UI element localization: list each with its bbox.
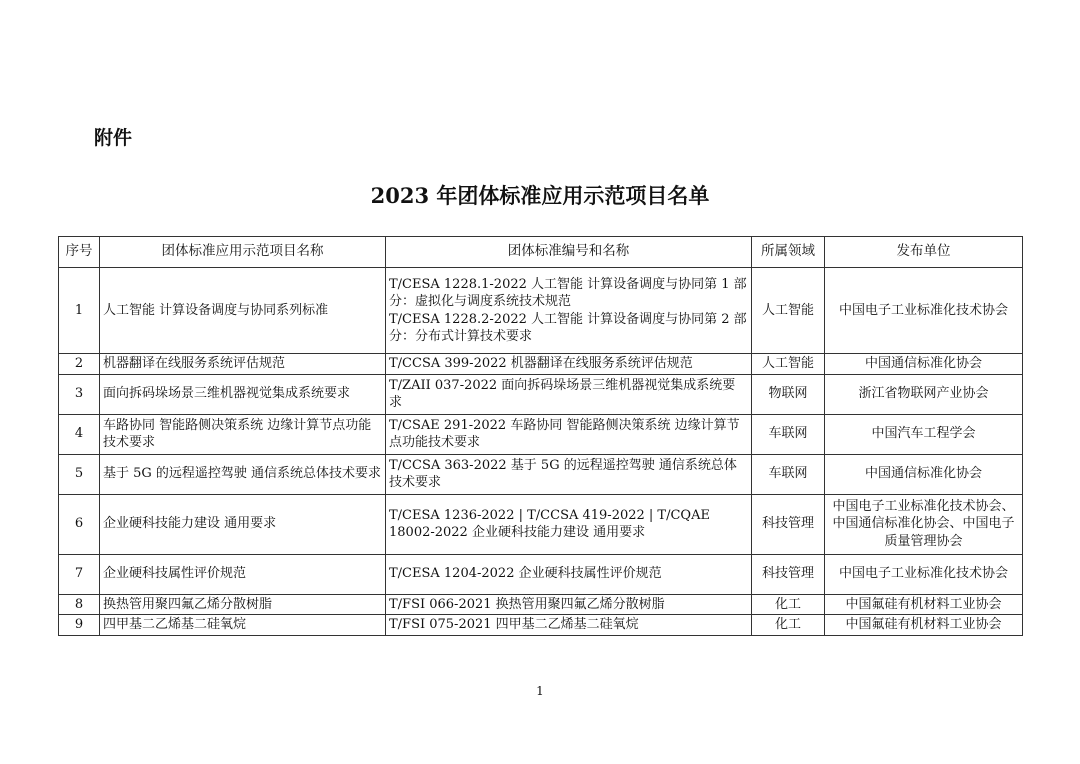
table-row xyxy=(59,354,1023,375)
project-table xyxy=(58,236,1023,636)
row-publisher: 中国电子工业标准化技术协会、中国通信标准化协会、中国电子质量管理协会 xyxy=(825,494,1023,554)
standard-entry: T/CESA 1236-2022 | T/CCSA 419-2022 | T/CQAE 18002-2022 企业硬科技能力建设 通用要求 xyxy=(389,507,710,540)
table-row xyxy=(59,374,1023,414)
row-project: 换热管用聚四氟乙烯分散树脂 xyxy=(100,594,386,615)
row-no: 8 xyxy=(59,594,100,615)
header-publisher: 发布单位 xyxy=(825,237,1023,268)
table-header-row xyxy=(59,237,1023,268)
row-publisher: 中国汽车工程学会 xyxy=(825,414,1023,454)
row-field: 人工智能 xyxy=(752,354,825,375)
table-row xyxy=(59,494,1023,554)
row-publisher: 中国电子工业标准化技术协会 xyxy=(825,554,1023,594)
row-standards xyxy=(386,594,752,615)
row-field: 化工 xyxy=(752,594,825,615)
row-project: 基于 5G 的远程遥控驾驶 通信系统总体技术要求 xyxy=(100,454,386,494)
table-row xyxy=(59,268,1023,354)
standard-entry: T/CESA 1228.2-2022 人工智能 计算设备调度与协同第 2 部分：分布式计算技术要求 xyxy=(389,311,747,344)
standard-entry: T/CCSA 363-2022 基于 5G 的远程遥控驾驶 通信系统总体技术要求 xyxy=(389,457,737,490)
table-row xyxy=(59,615,1023,636)
row-project: 企业硬科技属性评价规范 xyxy=(100,554,386,594)
table-row xyxy=(59,554,1023,594)
row-field: 车联网 xyxy=(752,454,825,494)
row-field: 科技管理 xyxy=(752,494,825,554)
standard-entry: T/CESA 1204-2022 企业硬科技属性评价规范 xyxy=(389,566,662,582)
row-project: 机器翻译在线服务系统评估规范 xyxy=(100,354,386,375)
row-no: 2 xyxy=(59,354,100,375)
row-standards xyxy=(386,454,752,494)
document-title: 2023 年团体标准应用示范项目名单 xyxy=(370,183,710,208)
row-project: 企业硬科技能力建设 通用要求 xyxy=(100,494,386,554)
row-standards xyxy=(386,554,752,594)
row-standards xyxy=(386,494,752,554)
row-project: 车路协同 智能路侧决策系统 边缘计算节点功能技术要求 xyxy=(100,414,386,454)
row-field: 物联网 xyxy=(752,374,825,414)
row-publisher: 中国通信标准化协会 xyxy=(825,354,1023,375)
row-field: 化工 xyxy=(752,615,825,636)
row-publisher: 中国通信标准化协会 xyxy=(825,454,1023,494)
header-field: 所属领域 xyxy=(752,237,825,268)
row-publisher: 中国氟硅有机材料工业协会 xyxy=(825,594,1023,615)
row-project: 面向拆码垛场景三维机器视觉集成系统要求 xyxy=(100,374,386,414)
row-field: 车联网 xyxy=(752,414,825,454)
standard-entry: T/CESA 1228.1-2022 人工智能 计算设备调度与协同第 1 部分：虚拟化与调度系统技术规范 xyxy=(389,276,747,309)
row-no: 3 xyxy=(59,374,100,414)
page-number: 1 xyxy=(536,684,544,698)
row-no: 9 xyxy=(59,615,100,636)
row-no: 1 xyxy=(59,268,100,354)
row-field: 人工智能 xyxy=(752,268,825,354)
row-standards xyxy=(386,414,752,454)
row-standards xyxy=(386,268,752,354)
row-standards xyxy=(386,615,752,636)
header-project: 团体标准应用示范项目名称 xyxy=(100,237,386,268)
standard-entry: T/FSI 066-2021 换热管用聚四氟乙烯分散树脂 xyxy=(389,596,665,612)
standard-entry: T/FSI 075-2021 四甲基二乙烯基二硅氧烷 xyxy=(389,617,639,632)
table-row xyxy=(59,414,1023,454)
table-row xyxy=(59,454,1023,494)
standard-entry: T/CSAE 291-2022 车路协同 智能路侧决策系统 边缘计算节点功能技术要求 xyxy=(389,417,740,450)
row-standards xyxy=(386,374,752,414)
standard-entry: T/ZAII 037-2022 面向拆码垛场景三维机器视觉集成系统要求 xyxy=(389,377,736,410)
row-project: 人工智能 计算设备调度与协同系列标准 xyxy=(100,268,386,354)
row-publisher: 中国氟硅有机材料工业协会 xyxy=(825,615,1023,636)
row-no: 6 xyxy=(59,494,100,554)
row-no: 7 xyxy=(59,554,100,594)
attachment-label: 附件 xyxy=(94,127,133,149)
header-standards: 团体标准编号和名称 xyxy=(386,237,752,268)
row-no: 4 xyxy=(59,414,100,454)
row-field: 科技管理 xyxy=(752,554,825,594)
row-standards xyxy=(386,354,752,375)
standard-entry: T/CCSA 399-2022 机器翻译在线服务系统评估规范 xyxy=(389,356,693,371)
header-no: 序号 xyxy=(59,237,100,268)
row-publisher: 中国电子工业标准化技术协会 xyxy=(825,268,1023,354)
row-no: 5 xyxy=(59,454,100,494)
table-row xyxy=(59,594,1023,615)
row-publisher: 浙江省物联网产业协会 xyxy=(825,374,1023,414)
row-project: 四甲基二乙烯基二硅氧烷 xyxy=(100,615,386,636)
